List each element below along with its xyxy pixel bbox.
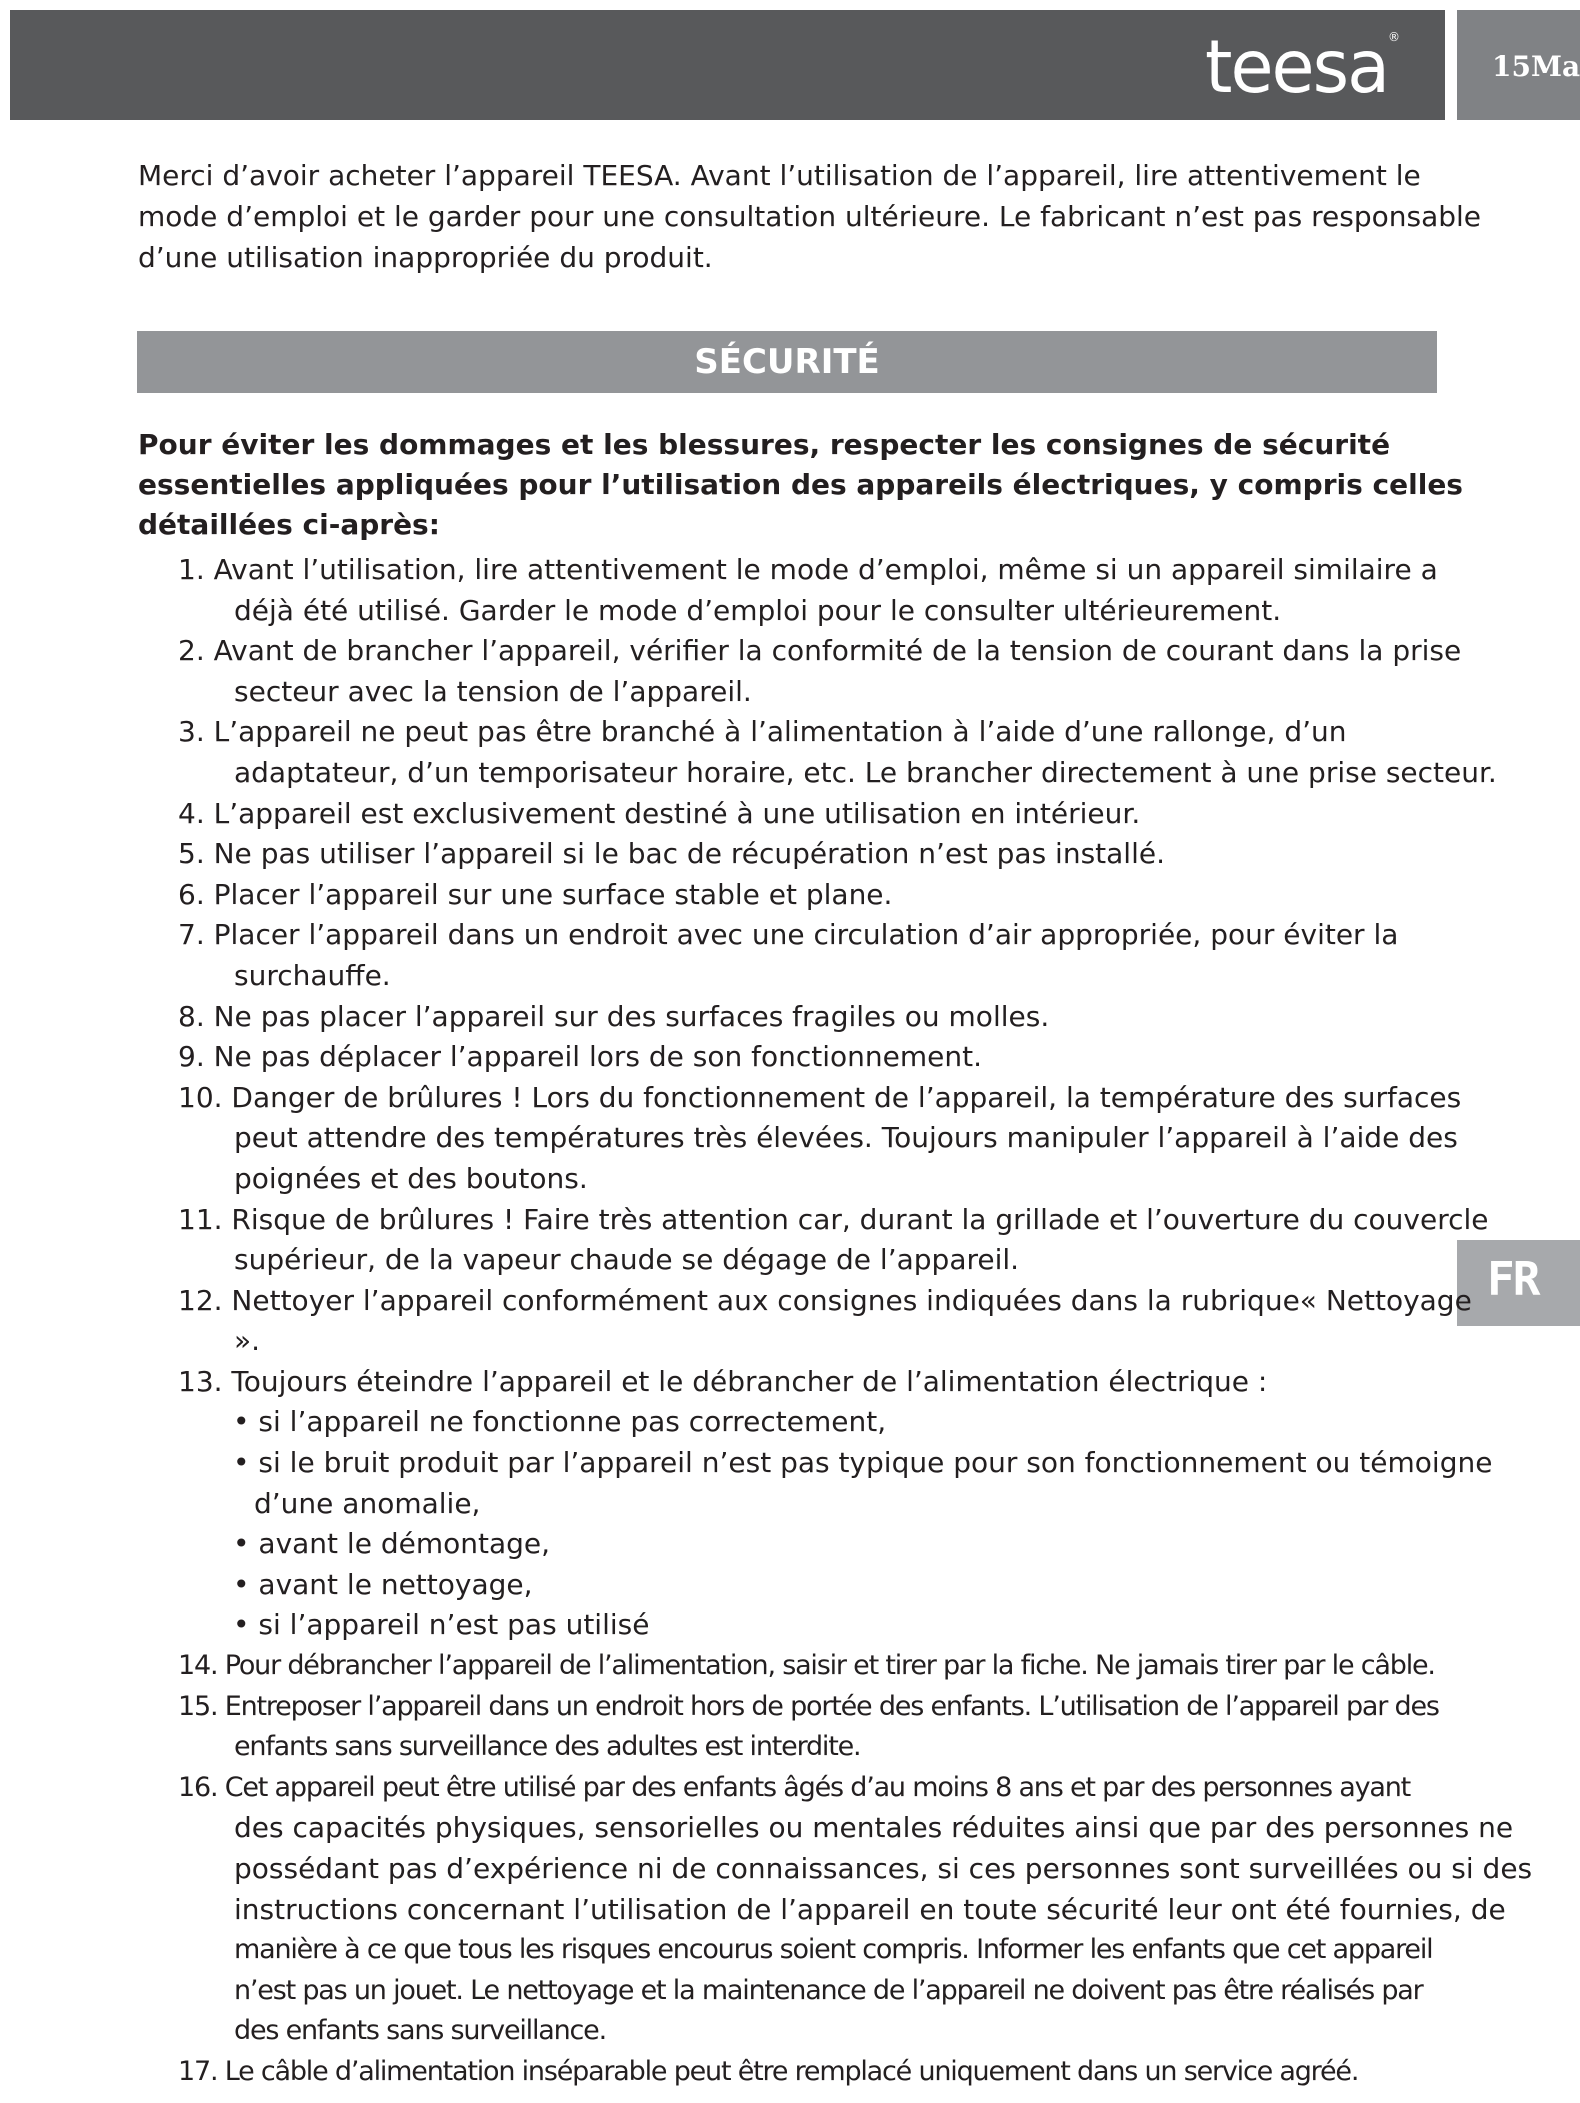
bullet-line: • si l’appareil n’est pas utilisé bbox=[233, 1608, 650, 1642]
list-line: 9. Ne pas déplacer l’appareil lors de son fonctionnement. bbox=[178, 1040, 983, 1074]
bullet-line: • avant le démontage, bbox=[233, 1527, 551, 1561]
list-line: des enfants sans surveillance. bbox=[234, 2015, 606, 2047]
list-line: 11. Risque de brûlures ! Faire très attention car, durant la grillade et l’ouverture du couvercle bbox=[178, 1202, 1489, 1236]
list-line: 3. L’appareil ne peut pas être branché à l’alimentation à l’aide d’une rallonge, d’un bbox=[178, 715, 1347, 749]
lead-line: Pour éviter les dommages et les blessures, respecter les consignes de sécurité bbox=[138, 428, 1391, 461]
bullet-line: • si le bruit produit par l’appareil n’est pas typique pour son fonctionnement ou témoigne bbox=[233, 1446, 1493, 1480]
list-line: ». bbox=[234, 1324, 261, 1358]
intro-paragraph bbox=[138, 155, 1518, 278]
list-line: 6. Placer l’appareil sur une surface stable et plane. bbox=[178, 877, 893, 911]
list-line: surchauffe. bbox=[234, 958, 391, 992]
section-title: SÉCURITÉ bbox=[694, 342, 880, 382]
language-code: FR bbox=[1487, 1252, 1539, 1306]
bullet-line: • avant le nettoyage, bbox=[233, 1567, 533, 1601]
list-line: 4. L’appareil est exclusivement destiné à une utilisation en intérieur. bbox=[178, 796, 1141, 830]
list-line: instructions concernant l’utilisation de l’appareil en toute sécurité leur ont été fournies, de bbox=[234, 1892, 1506, 1926]
safety-list bbox=[178, 550, 1568, 2093]
list-line: supérieur, de la vapeur chaude se dégage de l’appareil. bbox=[234, 1243, 1020, 1277]
header-bar bbox=[10, 10, 1445, 120]
list-line: poignées et des boutons. bbox=[234, 1161, 588, 1195]
list-line: peut attendre des températures très élevées. Toujours manipuler l’appareil à l’aide des bbox=[234, 1121, 1458, 1155]
model-tab bbox=[1457, 10, 1580, 120]
model-number: 15Ma bbox=[1492, 50, 1580, 83]
safety-lead bbox=[138, 425, 1558, 545]
intro-line: d’une utilisation inappropriée du produit. bbox=[138, 241, 713, 274]
list-line: manière à ce que tous les risques encourus soient compris. Informer les enfants que cet appareil bbox=[234, 1934, 1433, 1966]
list-line: adaptateur, d’un temporisateur horaire, etc. Le brancher directement à une prise secteur. bbox=[234, 755, 1497, 789]
list-line: enfants sans surveillance des adultes est interdite. bbox=[234, 1731, 861, 1763]
list-line: déjà été utilisé. Garder le mode d’emploi pour le consulter ultérieurement. bbox=[234, 593, 1282, 627]
intro-line: Merci d’avoir acheter l’appareil TEESA. Avant l’utilisation de l’appareil, lire attentivement le bbox=[138, 159, 1421, 192]
list-line: des capacités physiques, sensorielles ou mentales réduites ainsi que par des personnes ne bbox=[234, 1811, 1514, 1845]
list-line: 7. Placer l’appareil dans un endroit avec une circulation d’air appropriée, pour éviter la bbox=[178, 918, 1399, 952]
list-line: 5. Ne pas utiliser l’appareil si le bac de récupération n’est pas installé. bbox=[178, 837, 1165, 871]
list-line: 16. Cet appareil peut être utilisé par des enfants âgés d’au moins 8 ans et par des personnes ayant bbox=[178, 1771, 1411, 1803]
list-line: 15. Entreposer l’appareil dans un endroit hors de portée des enfants. L’utilisation de l’appareil par des bbox=[178, 1690, 1439, 1722]
list-line: 14. Pour débrancher l’appareil de l’alimentation, saisir et tirer par la fiche. Ne jamais tirer par le câble. bbox=[178, 1650, 1435, 1682]
list-line: 1. Avant l’utilisation, lire attentivement le mode d’emploi, même si un appareil similaire a bbox=[178, 553, 1438, 586]
section-heading-bar bbox=[137, 331, 1437, 393]
list-line: 2. Avant de brancher l’appareil, vérifier la conformité de la tension de courant dans la prise bbox=[178, 634, 1462, 668]
intro-line: mode d’emploi et le garder pour une consultation ultérieure. Le fabricant n’est pas responsable bbox=[138, 200, 1482, 233]
list-line: 10. Danger de brûlures ! Lors du fonctionnement de l’appareil, la température des surfaces bbox=[178, 1080, 1462, 1114]
bullet-line: • si l’appareil ne fonctionne pas correctement, bbox=[233, 1405, 887, 1439]
lead-line: détaillées ci-après: bbox=[138, 508, 440, 541]
list-line: secteur avec la tension de l’appareil. bbox=[234, 674, 752, 708]
list-line: 17. Le câble d’alimentation inséparable peut être remplacé uniquement dans un service agréé. bbox=[178, 2055, 1359, 2087]
list-line: 12. Nettoyer l’appareil conformément aux consignes indiquées dans la rubrique« Nettoyage bbox=[178, 1283, 1472, 1317]
list-line: n’est pas un jouet. Le nettoyage et la maintenance de l’appareil ne doivent pas être réalisés par bbox=[234, 1974, 1423, 2006]
list-line: 13. Toujours éteindre l’appareil et le débrancher de l’alimentation électrique : bbox=[178, 1364, 1268, 1398]
teesa-logo: teesa® bbox=[1205, 23, 1400, 111]
bullet-line: d’une anomalie, bbox=[254, 1486, 481, 1520]
list-line: possédant pas d’expérience ni de connaissances, si ces personnes sont surveillées ou si des bbox=[234, 1852, 1533, 1885]
lead-line: essentielles appliquées pour l’utilisation des appareils électriques, y compris celles bbox=[138, 468, 1463, 501]
list-line: 8. Ne pas placer l’appareil sur des surfaces fragiles ou molles. bbox=[178, 999, 1050, 1033]
